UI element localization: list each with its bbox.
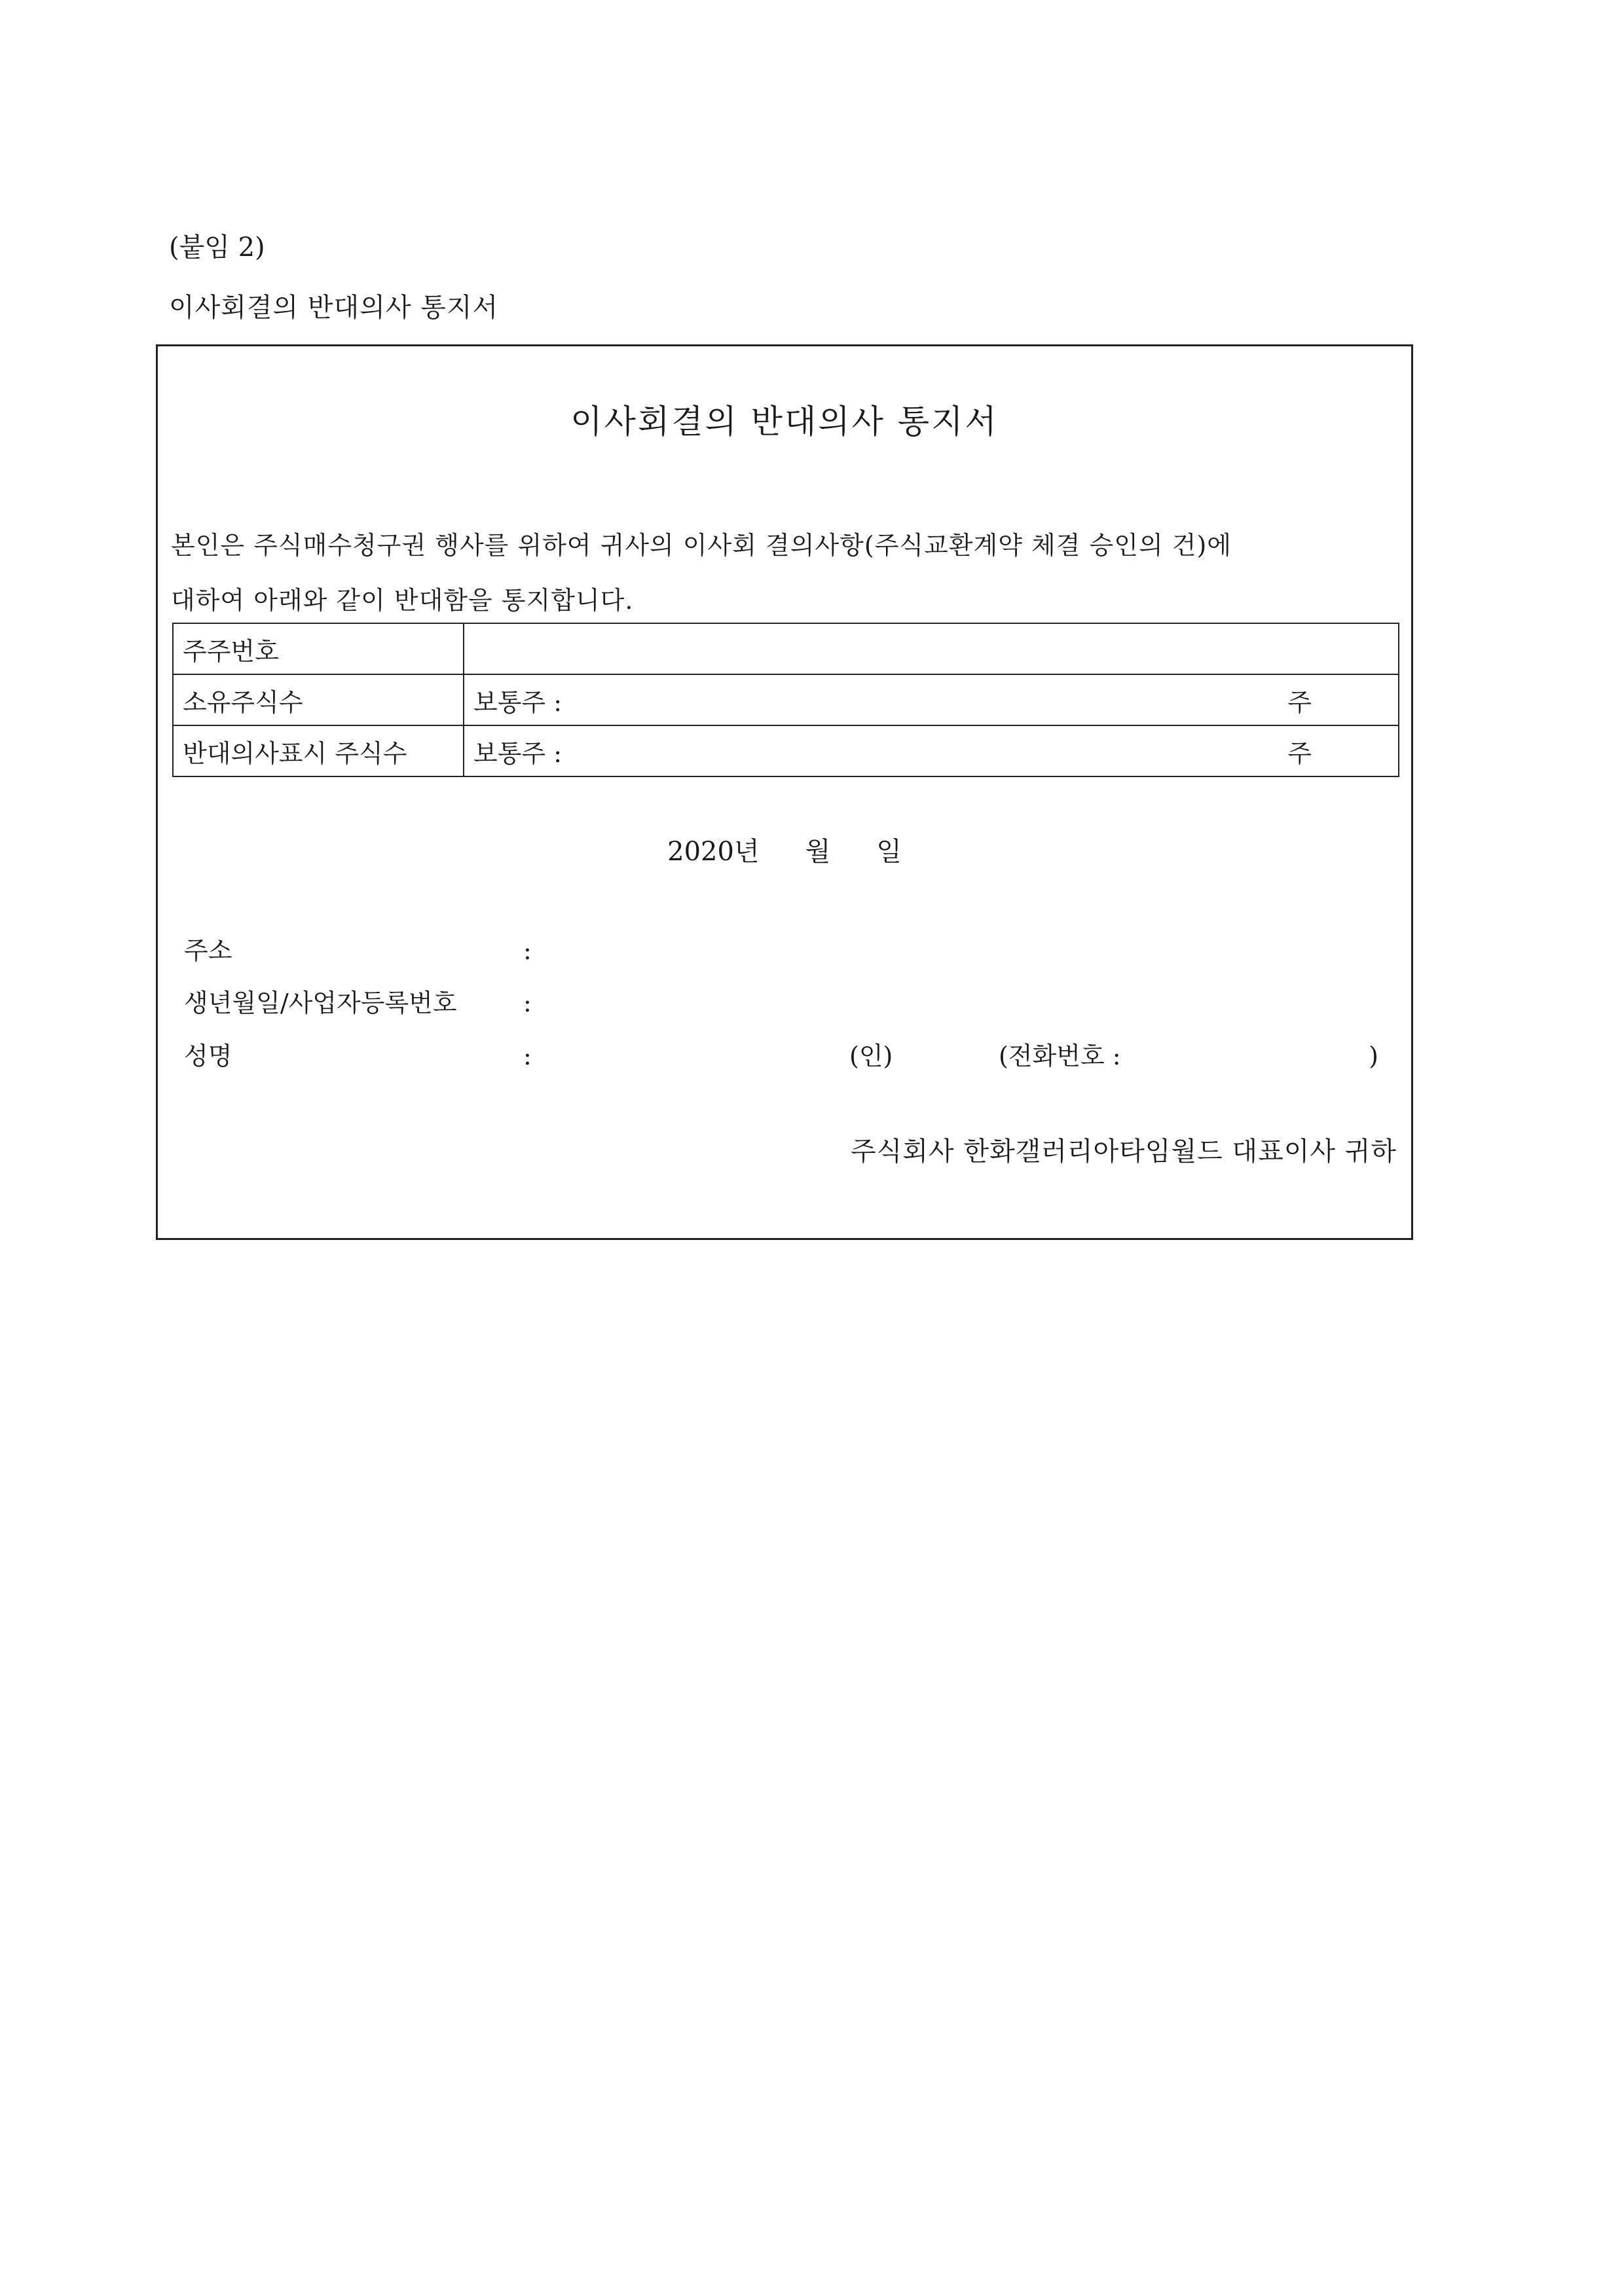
date-month: 월 xyxy=(805,837,831,867)
date-year: 2020년 xyxy=(667,837,760,867)
intro-line: 본인은 주식매수청구권 행사를 위하여 귀사의 이사회 결의사항(주식교환계약 체결 승인의 건)에 xyxy=(171,531,1232,560)
shareholder-number-label: 주주번호 xyxy=(173,623,464,674)
address-label: 주소 xyxy=(184,936,232,965)
table-row-owned-shares xyxy=(173,674,1399,725)
notice-form xyxy=(156,344,1413,1240)
owned-shares-prefix: 보통주 : xyxy=(473,687,563,717)
name-line xyxy=(184,1044,532,1068)
owned-shares-field[interactable] xyxy=(464,674,1399,725)
name-colon: : xyxy=(523,1042,532,1070)
dissent-shares-unit: 주 xyxy=(1287,738,1312,768)
date-line xyxy=(158,839,1411,865)
name-label: 성명 xyxy=(184,1042,232,1070)
shareholder-number-field[interactable] xyxy=(464,623,1399,674)
table-row-dissent-shares xyxy=(173,725,1399,776)
phone-close: ) xyxy=(1369,1042,1378,1070)
dissent-shares-field[interactable] xyxy=(464,725,1399,776)
document-subtitle: 이사회결의 반대의사 통지서 xyxy=(169,293,499,323)
intro-paragraph xyxy=(171,518,1402,628)
date-day: 일 xyxy=(876,837,902,867)
address-line xyxy=(184,938,532,963)
birth-registration-line xyxy=(184,991,532,1015)
phone-open: (전화번호 : xyxy=(999,1042,1121,1070)
addressee: 주식회사 한화갤러리아타임월드 대표이사 귀하 xyxy=(851,1137,1397,1167)
phone-field xyxy=(999,1044,1378,1068)
birth-registration-label: 생년월일/사업자등록번호 xyxy=(184,989,457,1017)
form-title: 이사회결의 반대의사 통지서 xyxy=(570,403,999,441)
address-colon: : xyxy=(523,936,532,965)
attachment-label: (붙임 2) xyxy=(169,232,265,263)
dissent-shares-label: 반대의사표시 주식수 xyxy=(173,725,464,776)
birth-registration-colon: : xyxy=(523,989,532,1017)
seal-mark: (인) xyxy=(849,1042,893,1070)
owned-shares-unit: 주 xyxy=(1287,687,1312,717)
intro-line: 대하여 아래와 같이 반대함을 통지합니다. xyxy=(171,586,634,615)
dissent-shares-prefix: 보통주 : xyxy=(473,738,563,768)
owned-shares-label: 소유주식수 xyxy=(173,674,464,725)
table-row-shareholder-number xyxy=(173,623,1399,674)
shareholder-table xyxy=(172,623,1399,777)
